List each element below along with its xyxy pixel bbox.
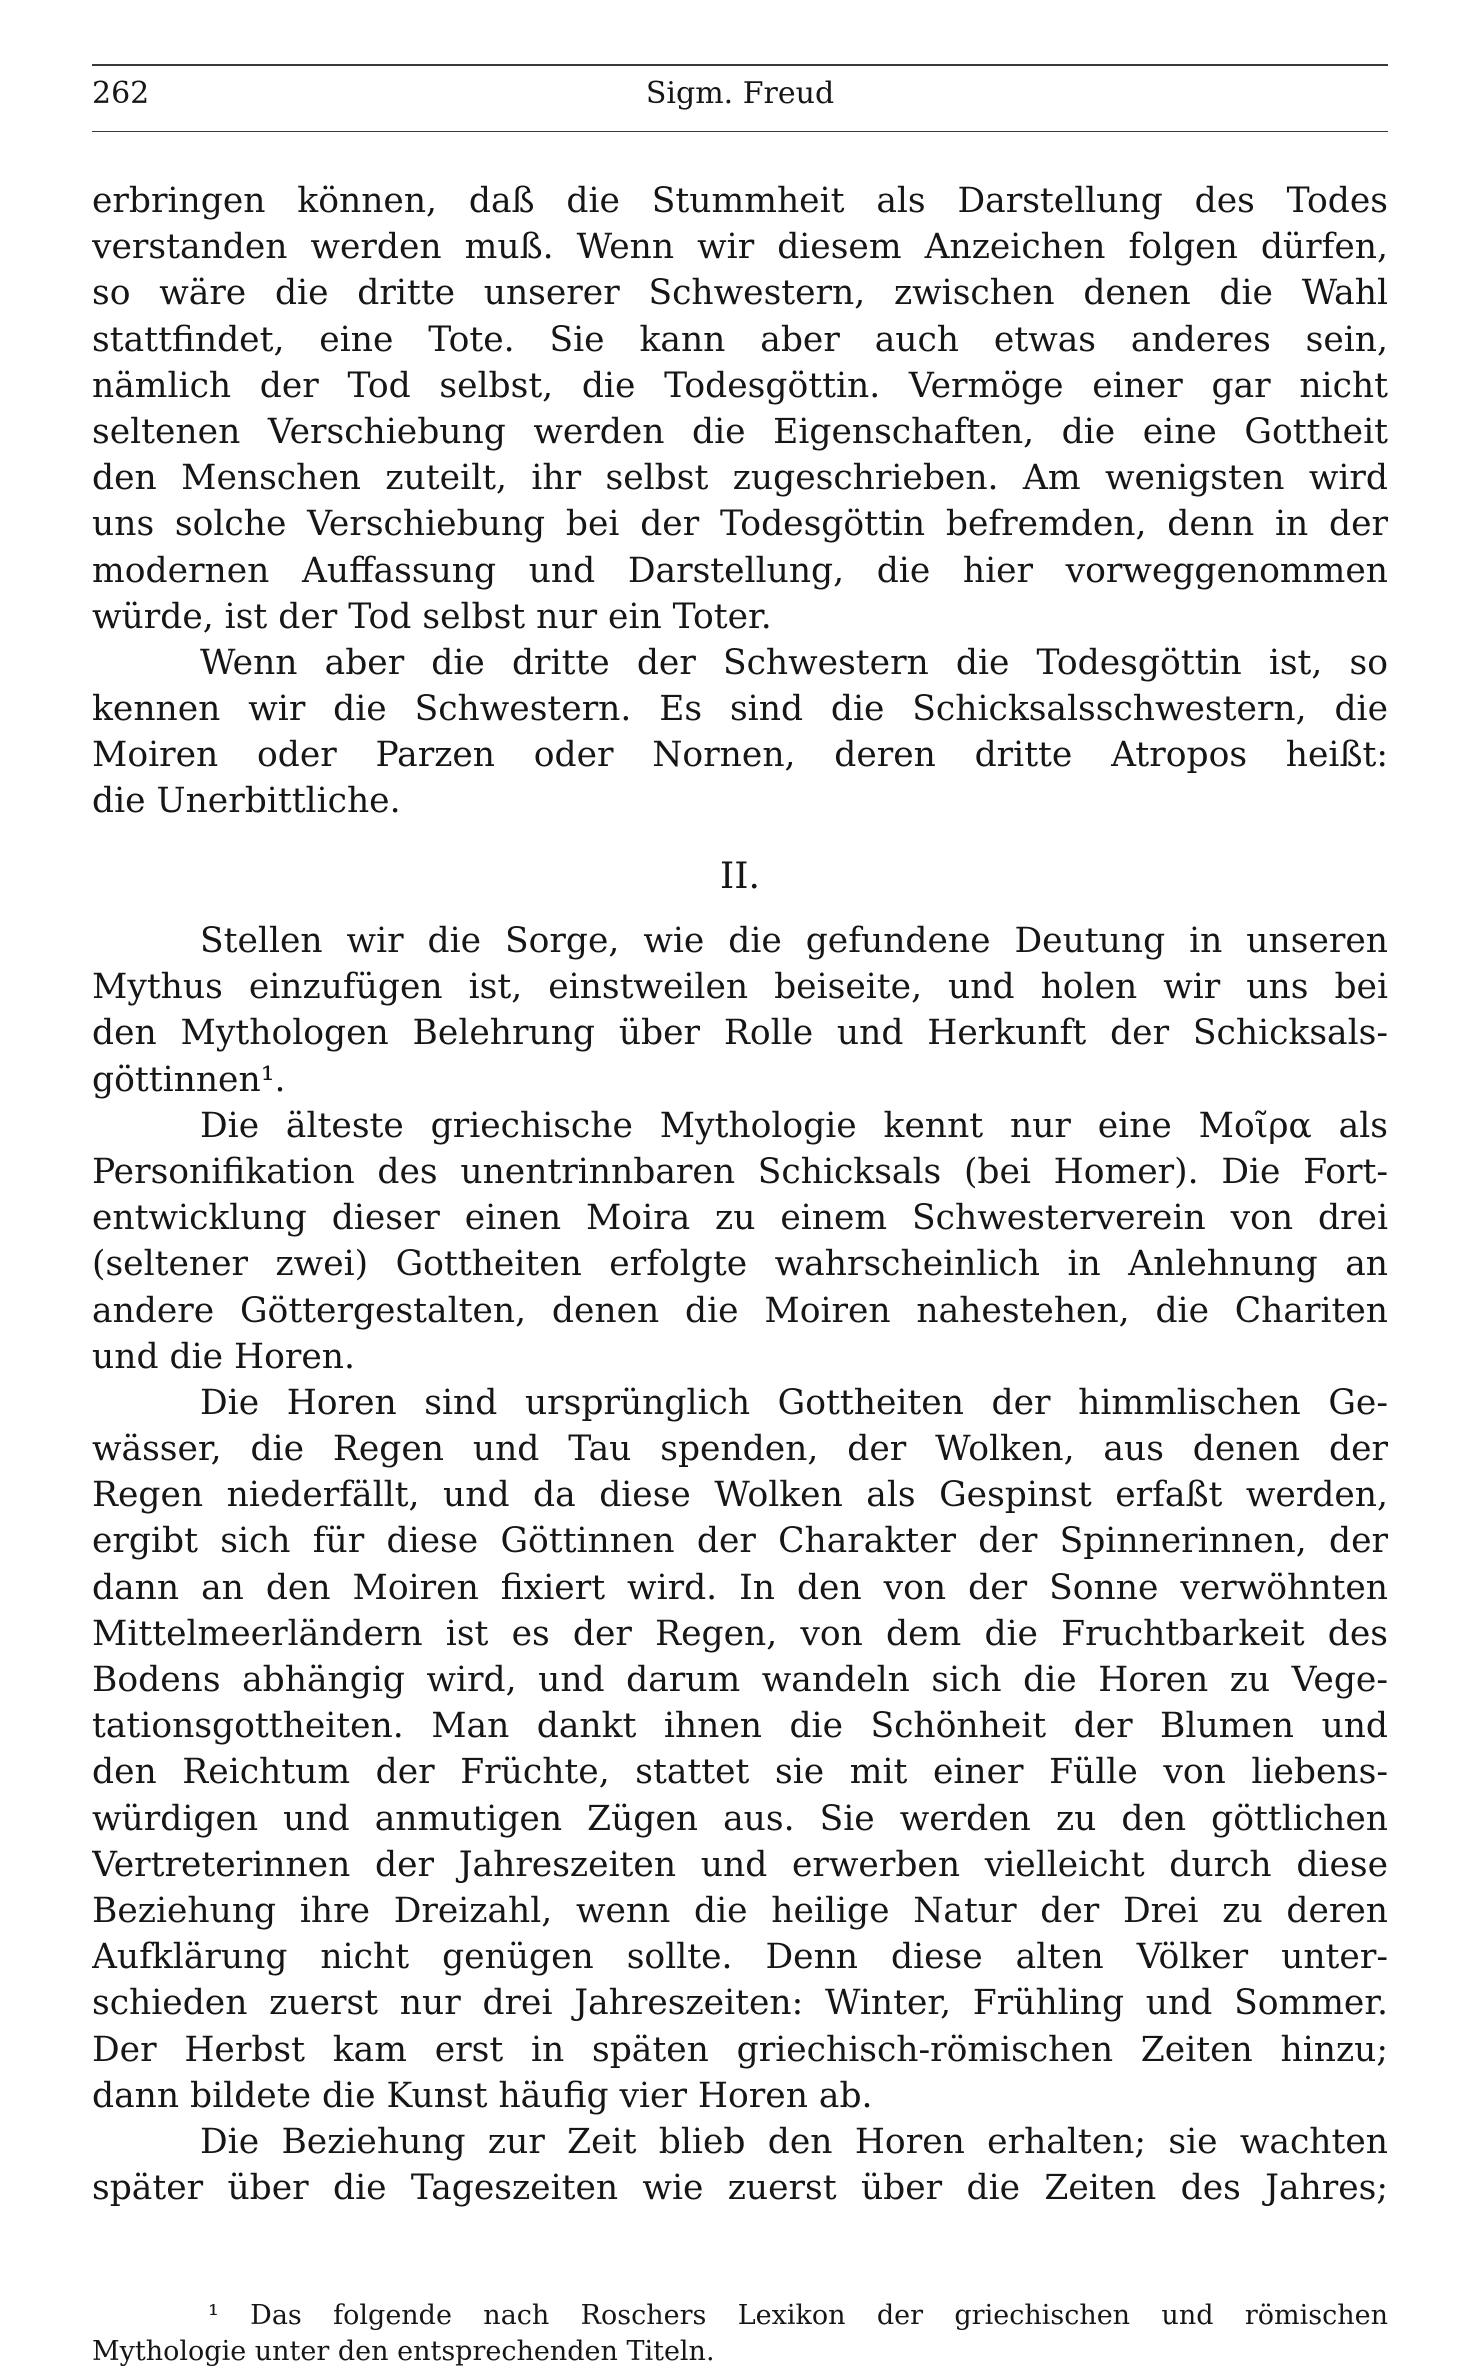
text-line: Aufklärung nicht genügen sollte. Denn diese alten Völker unter- — [92, 1937, 1388, 1978]
text-line: Die Beziehung zur Zeit blieb den Horen erhalten; sie wachten — [200, 2121, 1388, 2162]
text-line: dann bildete die Kunst häufig vier Horen ab. — [92, 2075, 873, 2116]
body-text-top — [92, 178, 1388, 825]
text-line: Stellen wir die Sorge, wie die gefundene Deutung in unseren — [200, 921, 1388, 961]
header-rule-bottom — [92, 131, 1388, 132]
text-line: später über die Tageszeiten wie zuerst über die Zeiten des Jahres; — [92, 2168, 1388, 2209]
text-line: Personifikation des unentrinnbaren Schicksals (bei Homer). Die Fort- — [92, 1151, 1388, 1192]
book-page — [92, 0, 1388, 2370]
text-line: Die älteste griechische Mythologie kennt nur eine Μοῖρα als — [200, 1105, 1388, 1146]
text-line: tationsgottheiten. Man dankt ihnen die Schönheit der Blumen und — [92, 1706, 1388, 1747]
text-line: wässer, die Regen und Tau spenden, der Wolken, aus denen der — [92, 1429, 1388, 1470]
running-header — [92, 72, 1388, 124]
text-line: würdigen und anmutigen Zügen aus. Sie werden zu den göttlichen — [92, 1798, 1388, 1839]
text-line: Wenn aber die dritte der Schwestern die Todesgöttin ist, so — [200, 642, 1388, 683]
footnote — [92, 2298, 1388, 2370]
running-title: Sigm. Freud — [645, 76, 835, 111]
text-line: so wäre die dritte unserer Schwestern, zwischen denen die Wahl — [92, 273, 1388, 314]
page-number: 262 — [92, 76, 150, 111]
text-line: erbringen können, daß die Stummheit als Darstellung des Todes — [92, 181, 1388, 221]
text-line: nämlich der Tod selbst, die Todesgöttin. Vermöge einer gar nicht — [92, 365, 1388, 406]
text-line: den Menschen zuteilt, ihr selbst zugeschrieben. Am wenigsten wird — [92, 458, 1388, 499]
text-line: und die Horen. — [92, 1336, 355, 1377]
section-heading: II. — [720, 856, 760, 897]
text-line: Vertreterinnen der Jahreszeiten und erwerben vielleicht durch diese — [92, 1844, 1388, 1885]
text-line: stattfindet, eine Tote. Sie kann aber auch etwas anderes sein, — [92, 319, 1388, 360]
text-line: andere Göttergestalten, denen die Moiren nahestehen, die Chariten — [92, 1290, 1388, 1331]
text-line: schieden zuerst nur drei Jahreszeiten: Winter, Frühling und Sommer. — [92, 1983, 1388, 2024]
text-line: verstanden werden muß. Wenn wir diesem Anzeichen folgen dürfen, — [92, 227, 1388, 268]
text-line: (seltener zwei) Gottheiten erfolgte wahrscheinlich in Anlehnung an — [92, 1244, 1388, 1285]
text-line: Der Herbst kam erst in späten griechisch-römischen Zeiten hinzu; — [92, 2029, 1388, 2070]
text-line: die Unerbittliche. — [92, 781, 401, 822]
footnote-line: ¹ Das folgende nach Roschers Lexikon der griechischen und römischen — [208, 2300, 1388, 2331]
text-line: den Reichtum der Früchte, stattet sie mit einer Fülle von liebens- — [92, 1752, 1388, 1793]
text-line: Bodens abhängig wird, und darum wandeln sich die Horen zu Vege- — [92, 1660, 1388, 1700]
text-line: Die Horen sind ursprünglich Gottheiten der himmlischen Ge- — [200, 1382, 1388, 1423]
text-line: seltenen Verschiebung werden die Eigenschaften, die eine Gottheit — [92, 411, 1388, 452]
text-line: würde, ist der Tod selbst nur ein Toter. — [92, 596, 772, 637]
text-line: Beziehung ihre Dreizahl, wenn die heilige Natur der Drei zu deren — [92, 1890, 1388, 1931]
text-line: uns solche Verschiebung bei der Todesgöttin befremden, denn in der — [92, 504, 1388, 545]
text-line: Mittelmeerländern ist es der Regen, von dem die Fruchtbarkeit des — [92, 1613, 1388, 1654]
footnote-line: Mythologie unter den entsprechenden Titeln. — [92, 2336, 715, 2367]
body-text-bottom — [92, 918, 1388, 2211]
text-line: Regen niederfällt, und da diese Wolken als Gespinst erfaßt werden, — [92, 1475, 1388, 1516]
text-line: modernen Auffassung und Darstellung, die hier vorweggenommen — [92, 550, 1388, 591]
text-line: ergibt sich für diese Göttinnen der Charakter der Spinnerinnen, der — [92, 1521, 1388, 1562]
header-rule-top — [92, 64, 1388, 66]
text-line: Moiren oder Parzen oder Nornen, deren dritte Atropos heißt: — [92, 735, 1388, 776]
text-line: göttinnen¹. — [92, 1059, 286, 1100]
text-line: dann an den Moiren fixiert wird. In den von der Sonne verwöhnten — [92, 1567, 1388, 1608]
text-line: kennen wir die Schwestern. Es sind die Schicksalsschwestern, die — [92, 689, 1388, 730]
text-line: entwicklung dieser einen Moira zu einem Schwesterverein von drei — [92, 1198, 1388, 1239]
text-line: Mythus einzufügen ist, einstweilen beiseite, und holen wir uns bei — [92, 967, 1388, 1008]
text-line: den Mythologen Belehrung über Rolle und Herkunft der Schicksals- — [92, 1013, 1388, 1054]
